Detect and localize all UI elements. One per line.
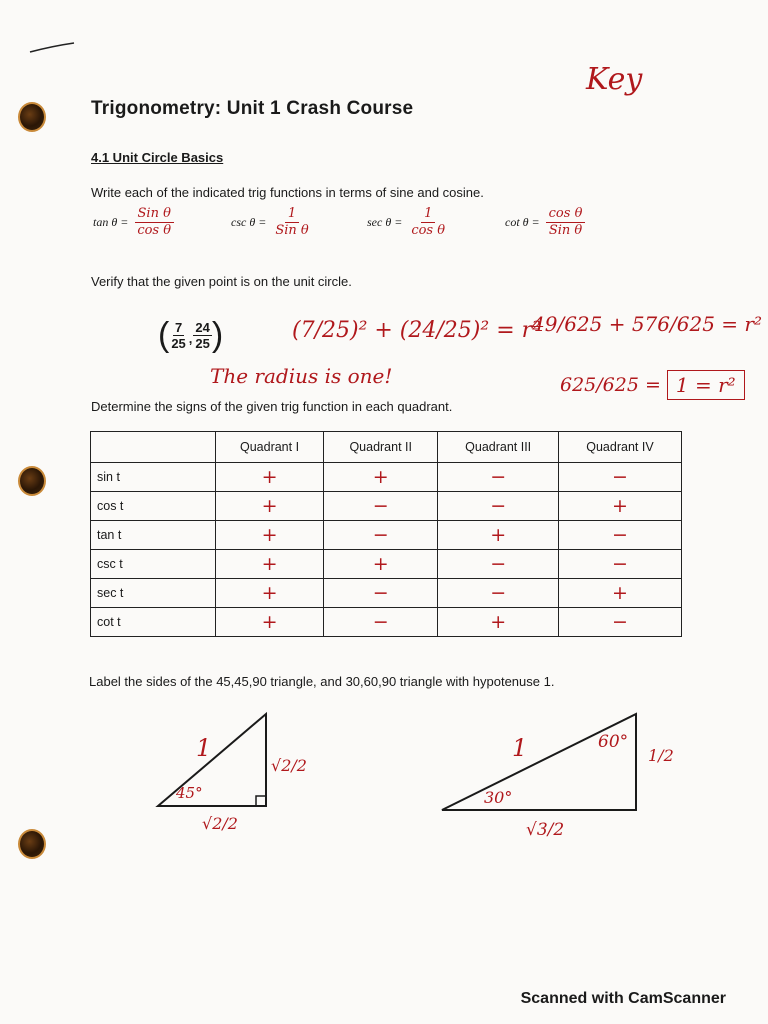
sign-cell: − bbox=[558, 608, 681, 637]
identity-fraction bbox=[408, 206, 448, 239]
binder-hole-top bbox=[18, 102, 46, 132]
work-conclusion: The radius is one! bbox=[210, 364, 393, 388]
identity-denominator: Sin θ bbox=[548, 223, 583, 238]
sign-cell: + bbox=[558, 492, 681, 521]
table-header-cell: Quadrant III bbox=[438, 432, 559, 463]
sign-cell: + bbox=[216, 608, 324, 637]
identity-label: tan θ = bbox=[93, 215, 129, 229]
close-paren: ) bbox=[211, 316, 224, 354]
identity-numerator: 1 bbox=[421, 206, 435, 223]
identity-label: sec θ = bbox=[367, 215, 403, 229]
sign-cell: + bbox=[216, 550, 324, 579]
point-y-numerator: 24 bbox=[195, 320, 210, 335]
identity-cot bbox=[505, 206, 585, 239]
tri30-hypotenuse-label: 1 bbox=[512, 734, 528, 762]
sign-cell: − bbox=[324, 492, 438, 521]
identity-label: cot θ = bbox=[505, 215, 540, 229]
sign-cell: + bbox=[216, 492, 324, 521]
identity-numerator: 1 bbox=[285, 206, 299, 223]
sign-cell: − bbox=[438, 463, 559, 492]
instruction-write-functions: Write each of the indicated trig functions in terms of sine and cosine. bbox=[91, 185, 484, 200]
sign-cell: − bbox=[438, 579, 559, 608]
table-row bbox=[91, 579, 682, 608]
identity-fraction bbox=[134, 206, 174, 239]
identity-sec bbox=[367, 206, 448, 239]
section-heading: 4.1 Unit Circle Basics bbox=[91, 150, 224, 165]
instruction-signs: Determine the signs of the given trig function in each quadrant. bbox=[91, 399, 453, 414]
sign-cell: + bbox=[216, 463, 324, 492]
triangle-30-60-90 bbox=[436, 706, 644, 816]
sign-cell: + bbox=[438, 608, 559, 637]
identity-csc bbox=[231, 206, 312, 239]
row-function-label: sin t bbox=[91, 463, 216, 492]
point-x-numerator: 7 bbox=[174, 320, 183, 335]
table-header-cell: Quadrant I bbox=[216, 432, 324, 463]
sign-cell: + bbox=[216, 579, 324, 608]
work-result bbox=[560, 370, 745, 400]
signs-table bbox=[90, 431, 682, 637]
comma: , bbox=[188, 331, 193, 346]
sign-cell: − bbox=[324, 579, 438, 608]
tri30-right-leg-label: 1/2 bbox=[648, 746, 674, 765]
tri45-right-leg-label: √2/2 bbox=[271, 756, 307, 775]
row-function-label: csc t bbox=[91, 550, 216, 579]
table-header-row bbox=[91, 432, 682, 463]
table-row bbox=[91, 463, 682, 492]
scanner-footer: Scanned with CamScanner bbox=[520, 990, 726, 1007]
instruction-verify-point: Verify that the given point is on the unit circle. bbox=[91, 274, 352, 289]
work-equation: (7/25)² + (24/25)² = r² bbox=[292, 318, 541, 343]
sign-cell: − bbox=[438, 550, 559, 579]
point-y-fraction bbox=[193, 320, 211, 351]
sign-cell: − bbox=[558, 550, 681, 579]
sign-cell: − bbox=[324, 608, 438, 637]
tri30-bottom-leg-label: √3/2 bbox=[526, 820, 565, 840]
identity-numerator: cos θ bbox=[546, 206, 586, 223]
sign-cell: − bbox=[558, 521, 681, 550]
identity-denominator: cos θ bbox=[137, 223, 172, 238]
table-header-cell: Quadrant II bbox=[324, 432, 438, 463]
sign-cell: + bbox=[558, 579, 681, 608]
identity-fraction bbox=[546, 206, 586, 239]
identity-label: csc θ = bbox=[231, 215, 267, 229]
sign-cell: + bbox=[324, 550, 438, 579]
instruction-triangles: Label the sides of the 45,45,90 triangle, and 30,60,90 triangle with hypotenuse 1. bbox=[89, 674, 555, 689]
binder-hole-middle bbox=[18, 466, 46, 496]
work-result-lhs: 625/625 = bbox=[560, 374, 661, 396]
binder-hole-bottom bbox=[18, 829, 46, 859]
tri45-hypotenuse-label: 1 bbox=[196, 734, 212, 762]
page-title: Trigonometry: Unit 1 Crash Course bbox=[91, 98, 414, 119]
sign-cell: + bbox=[438, 521, 559, 550]
work-result-boxed: 1 = r² bbox=[667, 370, 745, 400]
point-x-denominator: 25 bbox=[171, 336, 186, 351]
table-header-cell: Quadrant IV bbox=[558, 432, 681, 463]
triangle-45-45-90 bbox=[150, 708, 275, 813]
point-y-denominator: 25 bbox=[195, 336, 210, 351]
sign-cell: + bbox=[324, 463, 438, 492]
point-x-fraction bbox=[169, 320, 187, 351]
tri45-bottom-leg-label: √2/2 bbox=[202, 814, 238, 833]
row-function-label: cos t bbox=[91, 492, 216, 521]
sign-cell: − bbox=[438, 492, 559, 521]
identity-denominator: cos θ bbox=[411, 223, 446, 238]
unit-circle-point bbox=[158, 316, 223, 355]
table-row bbox=[91, 521, 682, 550]
open-paren: ( bbox=[158, 316, 170, 354]
sign-cell: − bbox=[558, 463, 681, 492]
identity-fraction bbox=[272, 206, 311, 239]
identity-numerator: Sin θ bbox=[135, 206, 174, 223]
table-row bbox=[91, 608, 682, 637]
table-row bbox=[91, 492, 682, 521]
row-function-label: tan t bbox=[91, 521, 216, 550]
row-function-label: sec t bbox=[91, 579, 216, 608]
tri45-angle-label: 45° bbox=[176, 784, 203, 802]
key-annotation: Key bbox=[586, 62, 643, 97]
row-function-label: cot t bbox=[91, 608, 216, 637]
identity-denominator: Sin θ bbox=[275, 223, 309, 238]
table-row bbox=[91, 550, 682, 579]
stray-pen-mark bbox=[28, 40, 78, 56]
sign-cell: − bbox=[324, 521, 438, 550]
sign-cell: + bbox=[216, 521, 324, 550]
table-header-cell bbox=[91, 432, 216, 463]
tri30-top-angle-label: 60° bbox=[598, 732, 629, 752]
tri30-angle-label: 30° bbox=[484, 788, 513, 807]
identity-tan bbox=[93, 206, 174, 239]
work-sum: 49/625 + 576/625 = r² bbox=[532, 312, 762, 336]
